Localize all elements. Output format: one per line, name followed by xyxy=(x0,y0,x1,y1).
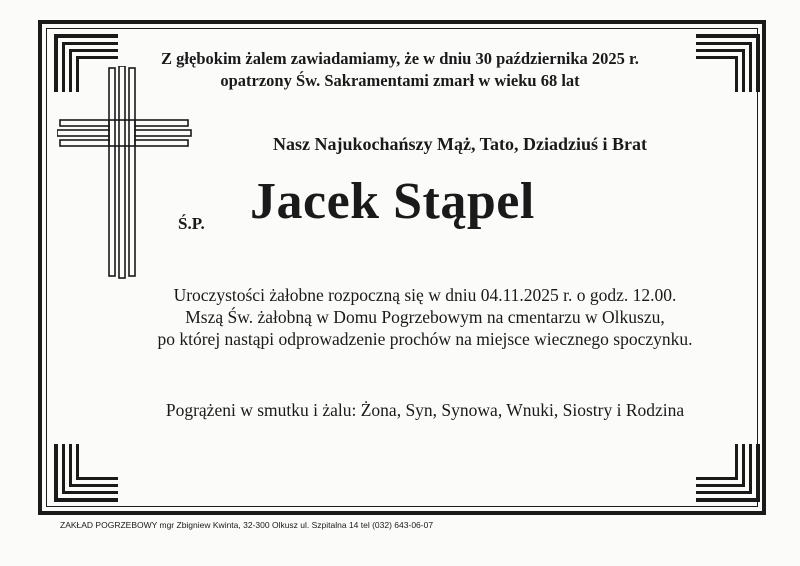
details-line-1: Uroczystości żałobne rozpoczną się w dniu 04.11.2025 r. o godz. 12.00. xyxy=(173,285,677,305)
intro-text xyxy=(95,48,705,92)
subheading: Nasz Najukochańszy Mąż, Tato, Dziadziuś i Brat xyxy=(272,134,647,154)
deceased-name: Jacek Stąpel xyxy=(250,173,535,230)
name-prefix: Ś.P. xyxy=(178,214,205,233)
intro-line-1: Z głębokim żalem zawiadamiamy, że w dniu 30 października 2025 r. xyxy=(161,49,639,68)
mourners-line: Pogrążeni w smutku i żalu: Żona, Syn, Synowa, Wnuki, Siostry i Rodzina xyxy=(165,400,685,420)
corner-ornament-bottom-left-icon xyxy=(54,440,124,502)
details-line-3: po której nastąpi odprowadzenie prochów na miejsce wiecznego spoczynku. xyxy=(157,329,693,349)
intro-line-2: opatrzony Św. Sakramentami zmarł w wieku 68 lat xyxy=(220,71,580,90)
details-line-2: Mszą Św. żałobną w Domu Pogrzebowym na cmentarzu w Olkuszu, xyxy=(185,307,665,327)
ceremony-details xyxy=(110,284,740,350)
cross-icon xyxy=(57,66,193,281)
corner-ornament-bottom-right-icon xyxy=(690,440,760,502)
funeral-home-footer: ZAKŁAD POGRZEBOWY mgr Zbigniew Kwinta, 32-300 Olkusz ul. Szpitalna 14 tel (032) 643-06-07 xyxy=(60,520,434,530)
